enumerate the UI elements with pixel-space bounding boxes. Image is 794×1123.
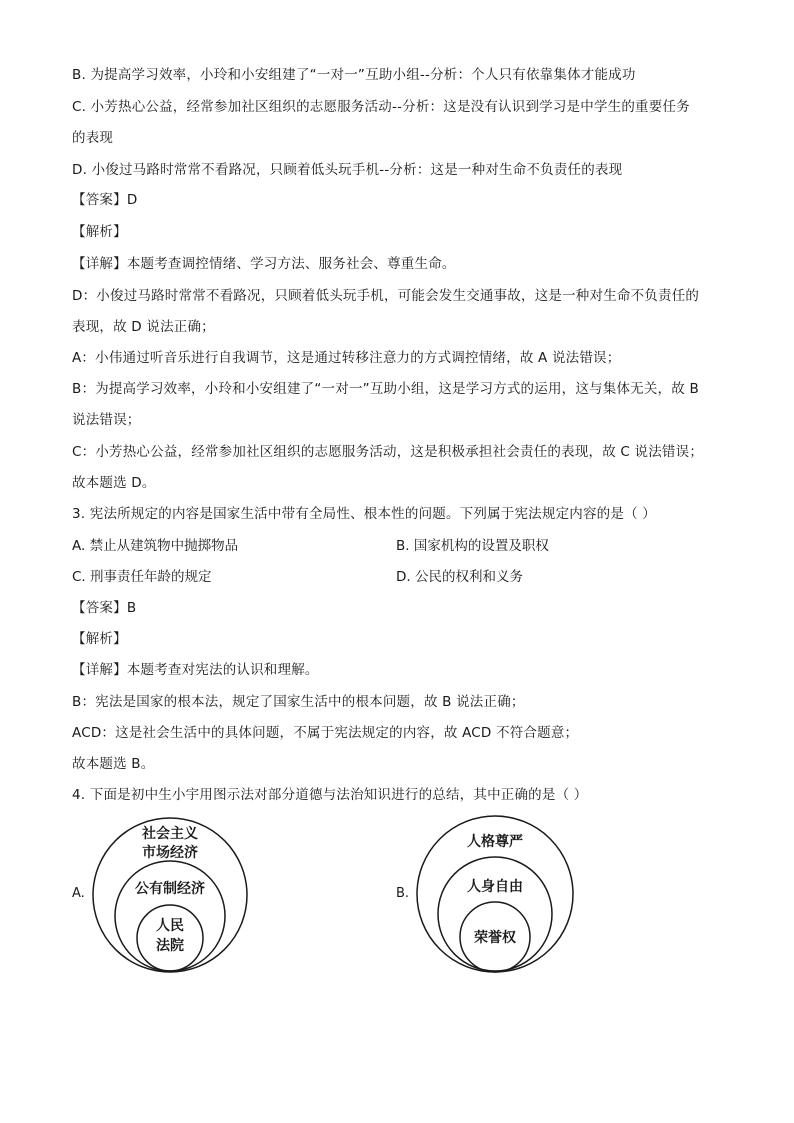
q4-diagram-b-label: B. [396, 886, 410, 901]
q2-exp-b: B：为提高学习效率，小玲和小安组建了“一对一”互助小组，这是学习方式的运用，这与集体无关，故 B [72, 381, 699, 397]
q2-option-d: D. 小俊过马路时常常不看路况，只顾着低头玩手机--分析：这是一种对生命不负责任的表现 [72, 162, 623, 178]
q2-answer [72, 190, 137, 210]
q2-option-b: B. 为提高学习效率，小玲和小安组建了“一对一”互助小组--分析：个人只有依靠集体才能成功 [72, 67, 636, 83]
inner-text-2: 法院 [156, 938, 184, 954]
q3-analysis-tag: 【解析】 [72, 631, 127, 647]
middle-circle [438, 857, 552, 971]
answer-tag: 【答案】 [72, 192, 127, 208]
outer-text: 人格尊严 [467, 834, 523, 850]
q3-option-b: B. 国家机构的设置及职权 [396, 538, 549, 554]
q3-exp-b: B：宪法是国家的根本法，规定了国家生活中的根本问题，故 B 说法正确； [72, 694, 525, 710]
q2-exp-d-cont: 表现，故 D 说法正确； [72, 319, 215, 335]
q2-exp-b-cont: 说法错误； [72, 412, 141, 428]
answer-tag: 【答案】 [72, 600, 127, 616]
q4-diagram-a [90, 815, 250, 975]
middle-text: 公有制经济 [135, 881, 205, 897]
q3-exp-acd: ACD：这是社会生活中的具体问题，不属于宪法规定的内容，故 ACD 不符合题意； [72, 725, 579, 741]
q2-conclusion: 故本题选 D。 [72, 475, 156, 491]
detail-text: 本题考查调控情绪、学习方法、服务社会、尊重生命。 [126, 256, 456, 272]
q4-diagram-b [414, 813, 576, 975]
outer-text-2: 市场经济 [142, 845, 198, 861]
q2-exp-a: A：小伟通过听音乐进行自我调节，这是通过转移注意力的方式调控情绪，故 A 说法错误； [72, 350, 621, 366]
inner-text: 荣誉权 [474, 930, 516, 946]
middle-circle [115, 861, 225, 971]
q2-option-c-cont: 的表现 [72, 130, 114, 146]
detail-tag: 【详解】 [72, 662, 127, 678]
answer-value: B [126, 600, 137, 616]
middle-text: 人身自由 [467, 879, 523, 895]
detail-tag: 【详解】 [72, 256, 127, 272]
q2-detail [72, 254, 456, 274]
q3-detail [72, 660, 319, 680]
inner-text-1: 人民 [156, 918, 184, 934]
q3-option-c: C. 刑事责任年龄的规定 [72, 569, 212, 585]
q3-answer [72, 598, 136, 618]
q2-analysis-tag: 【解析】 [72, 224, 127, 240]
detail-text: 本题考查对宪法的认识和理解。 [126, 662, 319, 678]
q3-conclusion: 故本题选 B。 [72, 756, 155, 772]
q3-option-d: D. 公民的权利和义务 [396, 569, 523, 585]
q3-option-a: A. 禁止从建筑物中抛掷物品 [72, 538, 239, 554]
q4-stem: 4. 下面是初中生小宇用图示法对部分道德与法治知识进行的总结，其中正确的是（ ） [72, 787, 588, 803]
outer-text-1: 社会主义 [142, 826, 198, 842]
q2-exp-d: D：小俊过马路时常常不看路况，只顾着低头玩手机，可能会发生交通事故，这是一种对生命不负责任的 [72, 288, 700, 304]
q4-diagram-a-label: A. [72, 886, 85, 901]
q2-exp-c: C：小芳热心公益，经常参加社区组织的志愿服务活动，这是积极承担社会责任的表现，故 C 说法错误； [72, 444, 704, 460]
answer-value: D [126, 192, 138, 208]
q2-option-c: C. 小芳热心公益，经常参加社区组织的志愿服务活动--分析：这是没有认识到学习是中学生的重要任务 [72, 99, 690, 115]
q3-stem: 3. 宪法所规定的内容是国家生活中带有全局性、根本性的问题。下列属于宪法规定内容的是（ ） [72, 506, 656, 522]
